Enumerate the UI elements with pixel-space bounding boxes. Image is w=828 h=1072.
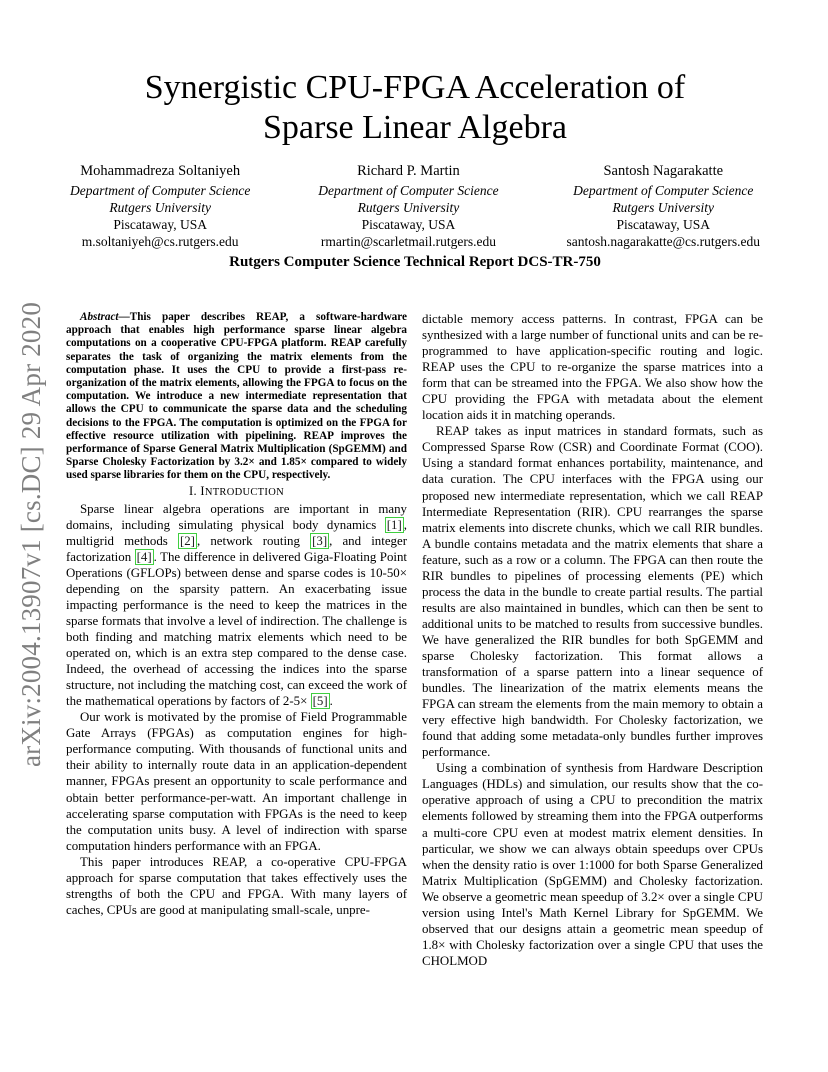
paragraph-text: , multigrid methods: [66, 517, 407, 548]
arxiv-identifier-text: arXiv:2004.13907v1 [cs.DC] 29 Apr 2020: [16, 301, 47, 767]
title-line-2: Sparse Linear Algebra: [263, 109, 567, 146]
author-university: Rutgers University: [612, 200, 715, 215]
paragraph-3: This paper introduces REAP, a co-operative CPU-FPGA approach for sparse computation that takes effectively uses the strengths of both the CPU and FPGA. With many layers of caches, CPUs are good at manipulating small-scale, unpre-: [66, 854, 407, 917]
paragraph-text: , and integer factorization: [66, 533, 408, 564]
paragraph-6: Using a combination of synthesis from Hardware Description Languages (HDLs) and simulation, our results show that the co-operative approach of using a CPU to precondition the matrix elements followed by streaming them into the FPGA outperforms a multi-core CPU even at modest matrix element densities. In particular, we show we can always obtain speedups over CPUs when the density ratio is over 1:1000 for both Sparse Generalized Matrix Multiplication (SpGEMM) and Cholesky factorization. We observe a geometric mean speedup of 3.2× over a single CPU version using Intel's Math Kernel Library for SpGEMM. We observed that our designs attain a geometric mean speedup of 1.8× with Cholesky factorization over a single CPU that uses the CHOLMOD: [422, 761, 763, 968]
author-name: Santosh Nagarakatte: [603, 163, 724, 179]
right-column: [422, 311, 763, 969]
author-university: Rutgers University: [357, 200, 460, 215]
section-heading-introduction: [66, 483, 407, 501]
author-university: Rutgers University: [109, 200, 211, 215]
author-department: Department of Computer Science: [573, 183, 754, 198]
paragraph-text: . The difference in delivered Giga-Floating Point Operations (GFLOPs) between dense and sparse codes is 10-50× depending on the sparsity pattern. An exacerbating issue impacting performance is the need to keep the matrices in the sparse formats that involve a level of indirection. The challenge is both finding and matching matrix elements which need to be operated on, which is an extra step compared to the dense case. Indeed, the overhead of accessing the indices into the sparse structure, not including the matching cost, can exceed the work of the mathematical operations by factors of 2-5×: [66, 549, 407, 709]
author-email: m.soltaniyeh@cs.rutgers.edu: [81, 234, 239, 249]
technical-report-line: Rutgers Computer Science Technical Report DCS-TR-750: [229, 254, 601, 270]
paragraph-text: Sparse linear algebra operations are important in many domains, including simulating physical body dynamics: [66, 501, 407, 532]
arxiv-identifier: [8, 284, 56, 784]
section-first-letter: I: [200, 483, 205, 498]
author-1: [70, 163, 250, 250]
abstract: [66, 311, 407, 483]
section-title-rest: NTRODUCTION: [204, 486, 284, 498]
author-name: Mohammadreza Soltaniyeh: [80, 163, 241, 179]
citation-link[interactable]: [1]: [386, 517, 402, 532]
author-location: Piscataway, USA: [113, 217, 207, 232]
abstract-label: Abstract: [80, 311, 119, 323]
paragraph-2: Our work is motivated by the promise of Field Programmable Gate Arrays (FPGAs) as computation engines for high-performance computing. With thousands of functional units and their ability to internally route data in an application-dependent manner, FPGAs present an opportunity to scale performance and obtain better performance-per-watt. An important challenge in accelerating sparse computation with FPGAs is the need to keep the computation units busy. A level of indirection with sparse computation hinders performance with an FPGA.: [66, 710, 407, 853]
author-email: santosh.nagarakatte@cs.rutgers.edu: [566, 234, 760, 249]
author-department: Department of Computer Science: [318, 183, 499, 198]
citation-link[interactable]: [4]: [136, 549, 152, 564]
abstract-text: —This paper describes REAP, a software-hardware approach that enables high performance sparse linear algebra computations on a cooperative CPU-FPGA platform. REAP carefully separates the task of organizing the matrix elements from the computation phase. It uses the CPU to provide a first-pass re-organization of the matrix elements, allowing the FPGA to focus on the computation. We introduce a new intermediate representation that allows the CPU to communicate the sparse data and the scheduling decisions to the FPGA. The computation is optimized on the FPGA for effective resource utilization with pipelining. REAP improves the performance of Sparse General Matrix Multiplication (SpGEMM) and Sparse Cholesky Factorization by 3.2× and 1.85× compared to widely used sparse libraries for them on the CPU, respectively.: [66, 311, 407, 482]
paragraph-5: REAP takes as input matrices in standard formats, such as Compressed Sparse Row (CSR) and Coordinate Format (COO). Using a standard format enhances portability, maintenance, and data curation. The CPU interfaces with the FPGA using our proposed new intermediate representation, which we call REAP Intermediate Representation (RIR). CPU rearranges the sparse matrix elements into discrete chunks, which we call RIR bundles. A bundle contains metadata and the matrix elements that share a feature, such as a row or a column. The FPGA can then route the RIR bundles to pipelines of processing elements (PE) which process the data in the bundle to create partial results. The partial results are also maintained in bundles, which can then be sent to additional units to be matched to results from successive bundles. We have generalized the RIR bundles for both SpGEMM and sparse Cholesky factorization. This format allows a transformation of a sparse pattern into a linear sequence of bundles. The linearization of the matrix elements means the FPGA can stream the elements from the main memory to obtain a very effective high bandwidth. For Cholesky factorization, we found that adding some metadata-only bundles further improves performance.: [422, 424, 763, 760]
author-location: Piscataway, USA: [616, 217, 711, 232]
author-department: Department of Computer Science: [70, 183, 251, 198]
author-2: [318, 163, 498, 250]
citation-link[interactable]: [2]: [179, 533, 195, 548]
paragraph-4: dictable memory access patterns. In contrast, FPGA can be synthesized with a large number of functional units and can be re-programmed to have application-specific routing and logic. REAP uses the CPU to re-organize the sparse matrices into a form that can be streamed into the FPGA. We also show how the CPU providing the FPGA with metadata about the element location aids it in matching operands.: [422, 312, 763, 423]
paragraph-1: [66, 501, 407, 710]
author-email: rmartin@scarletmail.rutgers.edu: [320, 234, 496, 249]
author-3: [567, 163, 761, 250]
paper-title: [60, 68, 770, 148]
paragraph-text: , network routing: [196, 533, 311, 548]
author-name: Richard P. Martin: [357, 163, 460, 179]
left-column: [66, 311, 407, 918]
section-numeral: I.: [189, 483, 201, 498]
citation-link[interactable]: [3]: [312, 533, 328, 548]
author-block: [70, 163, 760, 250]
paragraph-text: .: [329, 694, 333, 709]
author-location: Piscataway, USA: [361, 217, 456, 232]
citation-link[interactable]: [5]: [312, 694, 328, 709]
title-line-1: Synergistic CPU-FPGA Acceleration of: [144, 69, 686, 106]
